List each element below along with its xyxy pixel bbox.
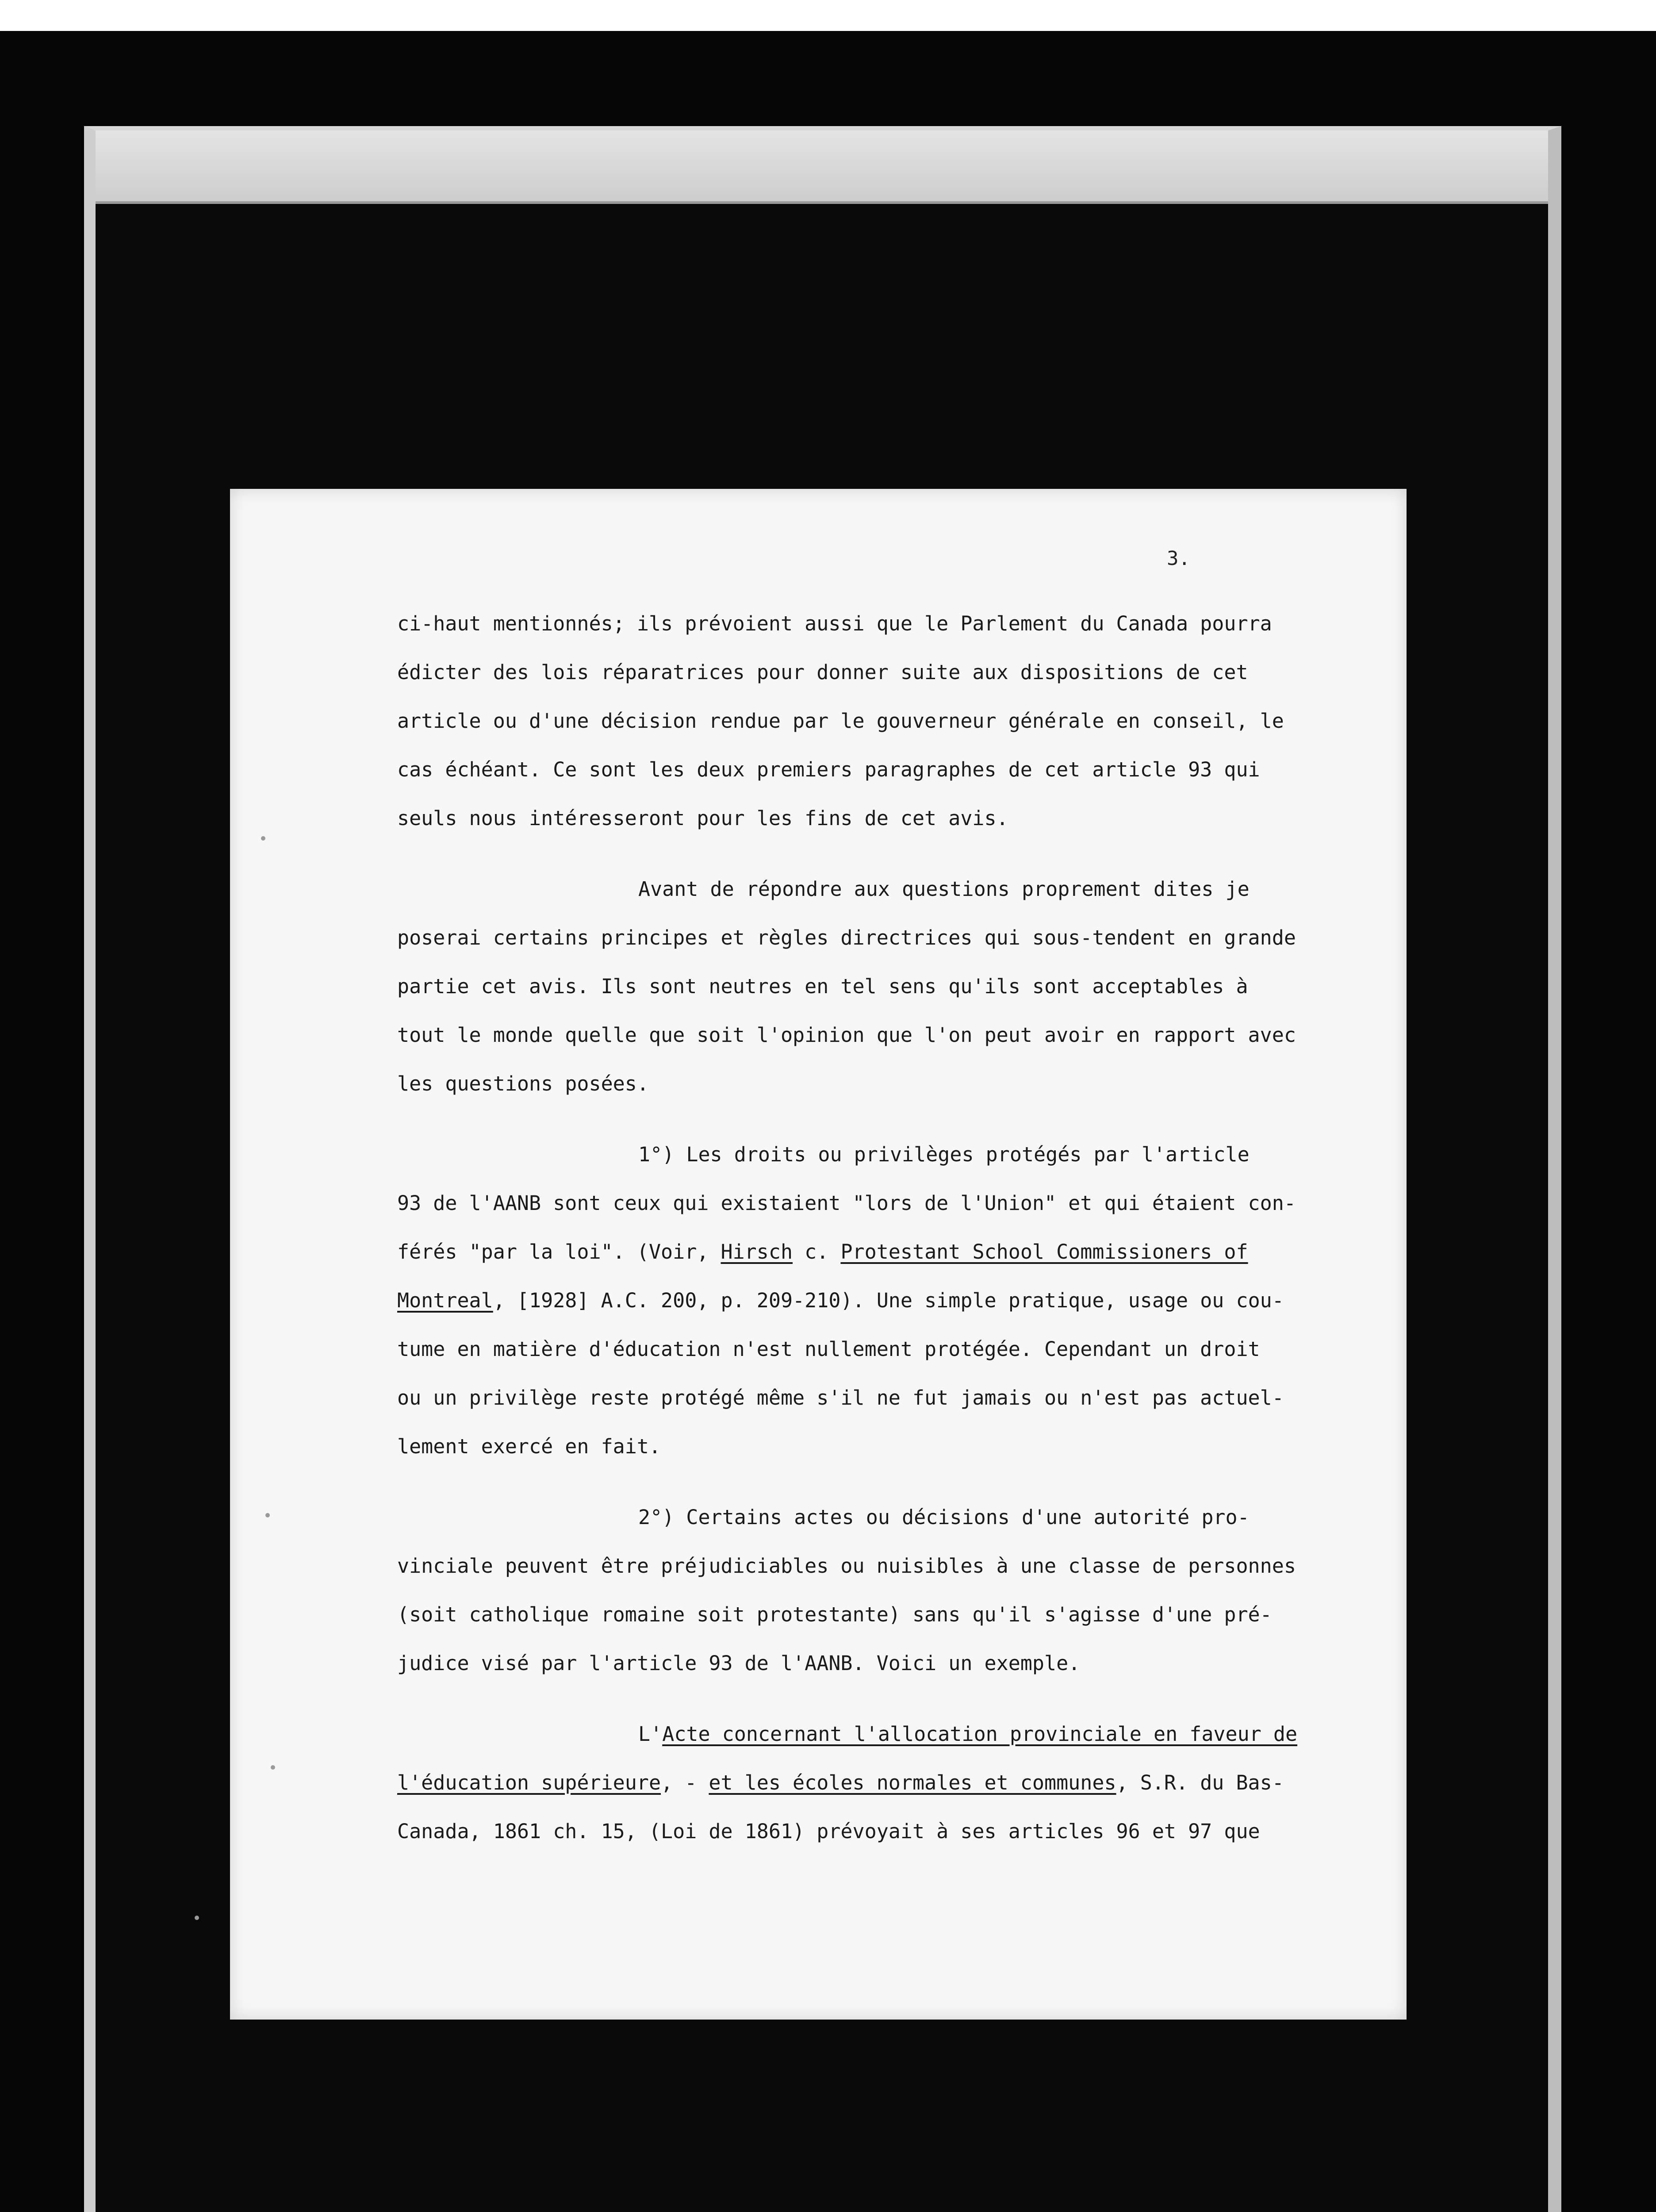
text-line [397,1759,1344,1807]
text-segment: c. [793,1240,841,1263]
text-line: 93 de l'AANB sont ceux qui existaient "lors de l'Union" et qui étaient con- [397,1191,1296,1215]
text-line: Canada, 1861 ch. 15, (Loi de 1861) prévoyait à ses articles 96 et 97 que [397,1820,1260,1843]
text-line-content: 2°) Certains actes ou décisions d'une autorité pro- [638,1505,1250,1529]
text-line: lement exercé en fait. [397,1435,661,1458]
text-segment: L' [638,1722,663,1746]
document-page [230,489,1407,2020]
text-line: vinciale peuvent être préjudiciables ou nuisibles à une classe de personnes [397,1554,1296,1578]
text-line-content: Avant de répondre aux questions proprement dites je [638,877,1250,901]
case-party-name-continued: Montreal [397,1289,493,1312]
text-line: ci-haut mentionnés; ils prévoient aussi que le Parlement du Canada pourra [397,612,1272,635]
text-line: poserai certains principes et règles directrices qui sous-tendent en grande [397,926,1296,949]
film-speck [195,1916,199,1920]
text-segment: férés "par la loi". (Voir, [397,1240,721,1263]
text-line [397,1710,1344,1759]
text-segment: , [1928] A.C. 200, p. 209-210). Une simple pratique, usage ou cou- [493,1289,1284,1312]
act-title-part-2: et les écoles normales et communes [709,1771,1116,1794]
text-line: partie cet avis. Ils sont neutres en tel sens qu'ils sont acceptables à [397,975,1248,998]
text-line: article ou d'une décision rendue par le gouverneur générale en conseil, le [397,709,1284,733]
text-segment: , S.R. du Bas- [1116,1771,1284,1794]
text-line: les questions posées. [397,1072,649,1095]
film-speck [271,1765,275,1770]
text-line [397,1130,1344,1179]
text-line: édicter des lois réparatrices pour donner suite aux dispositions de cet [397,661,1248,684]
case-party-name: Protestant School Commissioners of [840,1240,1248,1263]
text-line: tout le monde quelle que soit l'opinion que l'on peut avoir en rapport avec [397,1023,1296,1047]
text-line-content: 1°) Les droits ou privilèges protégés par l'article [638,1143,1250,1166]
paragraph-2 [397,865,1344,1108]
text-line: seuls nous intéresseront pour les fins de cet avis. [397,806,1008,830]
text-line [397,1228,1344,1276]
text-line: (soit catholique romaine soit protestante) sans qu'il s'agisse d'une pré- [397,1603,1272,1626]
paragraph-1 [397,599,1344,843]
text-line [397,1493,1344,1542]
paragraph-5 [397,1710,1344,1856]
film-speck [265,1513,270,1517]
act-title: Acte concernant l'allocation provinciale en faveur de [662,1722,1298,1746]
document-body [397,599,1344,1878]
frame-top-band [96,131,1548,204]
text-line: judice visé par l'article 93 de l'AANB. Voici un exemple. [397,1651,1081,1675]
film-speck [261,836,265,841]
text-line: tume en matière d'éducation n'est nullement protégée. Cependant un droit [397,1337,1260,1361]
text-line [397,865,1344,914]
text-line [397,1276,1344,1325]
text-line: ou un privilège reste protégé même s'il ne fut jamais ou n'est pas actuel- [397,1386,1284,1409]
paragraph-3 [397,1130,1344,1471]
text-segment: , - [661,1771,709,1794]
case-name-hirsch: Hirsch [721,1240,793,1263]
act-title-continued: l'éducation supérieure [397,1771,661,1794]
text-line: cas échéant. Ce sont les deux premiers paragraphes de cet article 93 qui [397,758,1260,781]
page-number: 3. [1167,547,1190,570]
paragraph-4 [397,1493,1344,1688]
